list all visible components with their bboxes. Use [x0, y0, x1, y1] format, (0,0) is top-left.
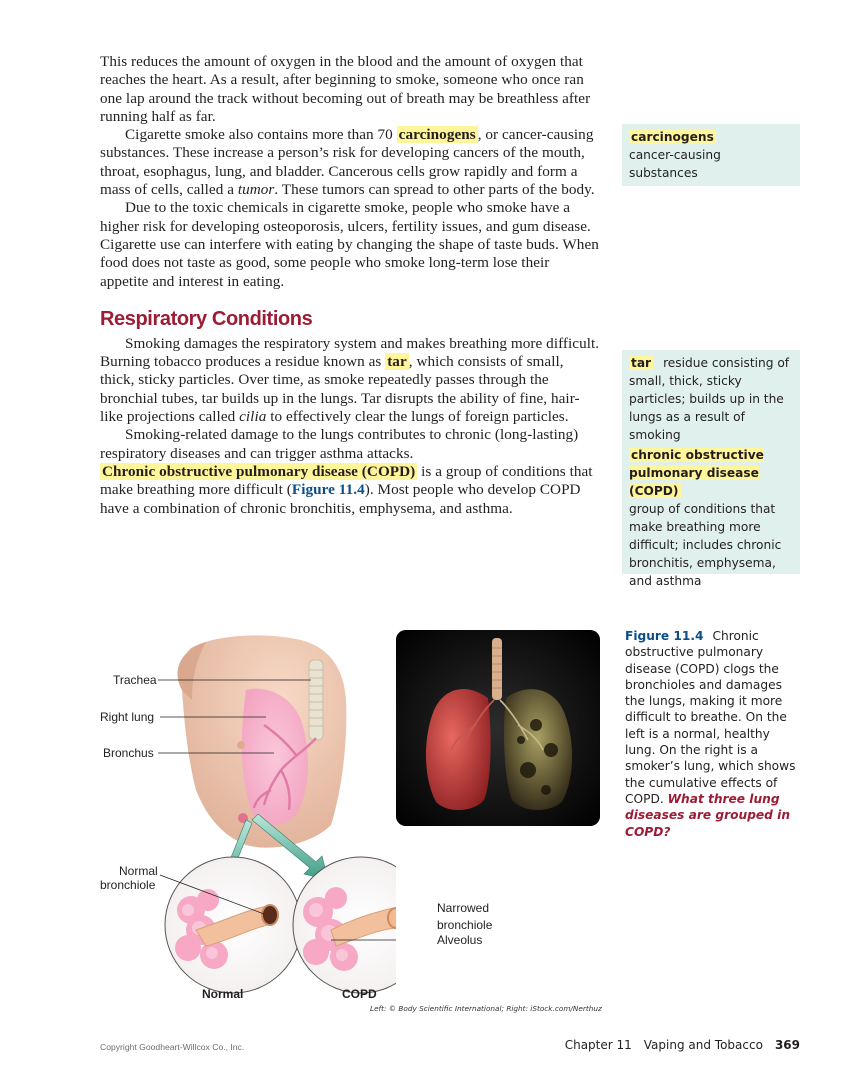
main-text-column	[100, 53, 600, 518]
paragraph-toxic-chemicals: Due to the toxic chemicals in cigarette smoke, people who smoke have a higher risk for developing osteoporosis, ulcers, fertility issues, and gum disease. Cigarette use can interfere with eating by changing the shape of taste buds. When food does not taste as good, some people who smoke long-term lose their appetite and interest in eating.	[100, 199, 599, 290]
normal-bronchiole-circle	[165, 857, 301, 993]
lung-illustration	[96, 630, 396, 1005]
photo-credit: Left: © Body Scientific International; Right: iStock.com/Nerthuz	[370, 1004, 602, 1013]
term-tar: tar	[387, 353, 407, 371]
alveolus-label: Alveolus	[437, 933, 483, 947]
paragraph-carcinogens: Cigarette smoke also contains more than 70 carcinogens , or cancer-causing substances. These increase a person’s risk for developing cancers of the mouth, throat, esophagus, lung, and bladder. Cancerous cells grow rapidly and form a mass of cells, called a tumor. These tumors can spread to other parts of the body.	[100, 126, 595, 199]
label-right-lung: Right lung	[100, 710, 155, 724]
figure-reference-link[interactable]: Figure 11.4	[291, 481, 365, 499]
label-normal-bronchiole-line1: Normal	[119, 864, 158, 878]
glossary-definition: group of conditions that make breathing more difficult; includes chronic bronchitis, emphysema, and asthma	[629, 502, 782, 588]
glossary-term: chronic obstructive pulmonary disease (COPD)	[629, 448, 764, 498]
paragraph-tar: Smoking damages the respiratory system and makes breathing more difficult. Burning tobacco produces a residue known as tar , which consists of small, thick, sticky particles. Over time, as smoke repeatedly passes through the bronchial tubes, tar builds up in the lungs. Tar disrupts the ability of fine, hair-like projections called cilia to effectively clear the lungs of foreign particles.	[100, 334, 600, 426]
term-copd: Chronic obstructive pulmonary disease (COPD)	[102, 462, 416, 480]
glossary-carcinogens	[622, 124, 800, 186]
label-normal-bronchiole-line2: bronchiole	[100, 878, 156, 892]
page-footer	[565, 1038, 800, 1052]
narrowed-bronchiole-label: Narrowed bronchiole	[437, 901, 493, 932]
chapter-number: Chapter 11	[564, 1038, 632, 1052]
label-copd: COPD	[342, 987, 377, 1001]
paragraph-copd: Smoking-related damage to the lungs contributes to chronic (long-lasting) respiratory diseases and can trigger asthma attacks. Chronic obstructive pulmonary disease (COPD) is a group of conditions that make breathing more difficult (Figure 11.4). Most people who develop COPD have a combination of chronic bronchitis, emphysema, and asthma.	[100, 426, 593, 517]
label-trachea: Trachea	[113, 673, 157, 687]
healthy-lung	[426, 689, 491, 810]
copd-bronchiole-circle	[293, 857, 396, 993]
nipple	[237, 741, 245, 749]
paragraph-oxygen: This reduces the amount of oxygen in the blood and the amount of oxygen that reaches the heart. As a result, after beginning to smoke, someone who once ran one lap around the track without becoming out of breath may be breathless after running half as far.	[100, 53, 591, 125]
trachea-shape	[309, 660, 323, 740]
term-carcinogens: carcinogens	[398, 126, 476, 144]
glossary-definition: cancer-causing substances	[629, 148, 721, 180]
glossary-term: carcinogens	[631, 130, 714, 144]
figure-caption	[625, 628, 800, 840]
glossary-definition: residue consisting of small, thick, sticky particles; builds up in the lungs as a result of smoking	[629, 356, 790, 442]
section-heading: Respiratory Conditions	[100, 307, 313, 330]
label-normal: Normal	[202, 987, 244, 1001]
figure-caption-text: Chronic obstructive pulmonary disease (COPD) clogs the bronchioles and damages the lungs, making it more difficult to breathe. On the left is a normal, healthy lung. On the right is a smoker’s lung, which shows the cumulative effects of COPD.	[625, 629, 796, 806]
glossary-tar	[622, 350, 800, 448]
label-bronchus: Bronchus	[103, 746, 154, 760]
chapter-title: Vaping and Tobacco	[643, 1038, 763, 1052]
photo-trachea	[492, 638, 502, 700]
figure-question: What three lung diseases are grouped in COPD?	[625, 791, 791, 839]
page-number: 369	[774, 1038, 800, 1052]
lung-comparison-photo	[396, 630, 600, 826]
glossary-term: tar	[631, 356, 652, 370]
glossary-copd	[622, 442, 800, 588]
figure-label: Figure 11.4	[625, 629, 704, 643]
copyright-footer: Copyright Goodheart-Willcox Co., Inc.	[100, 1042, 245, 1052]
